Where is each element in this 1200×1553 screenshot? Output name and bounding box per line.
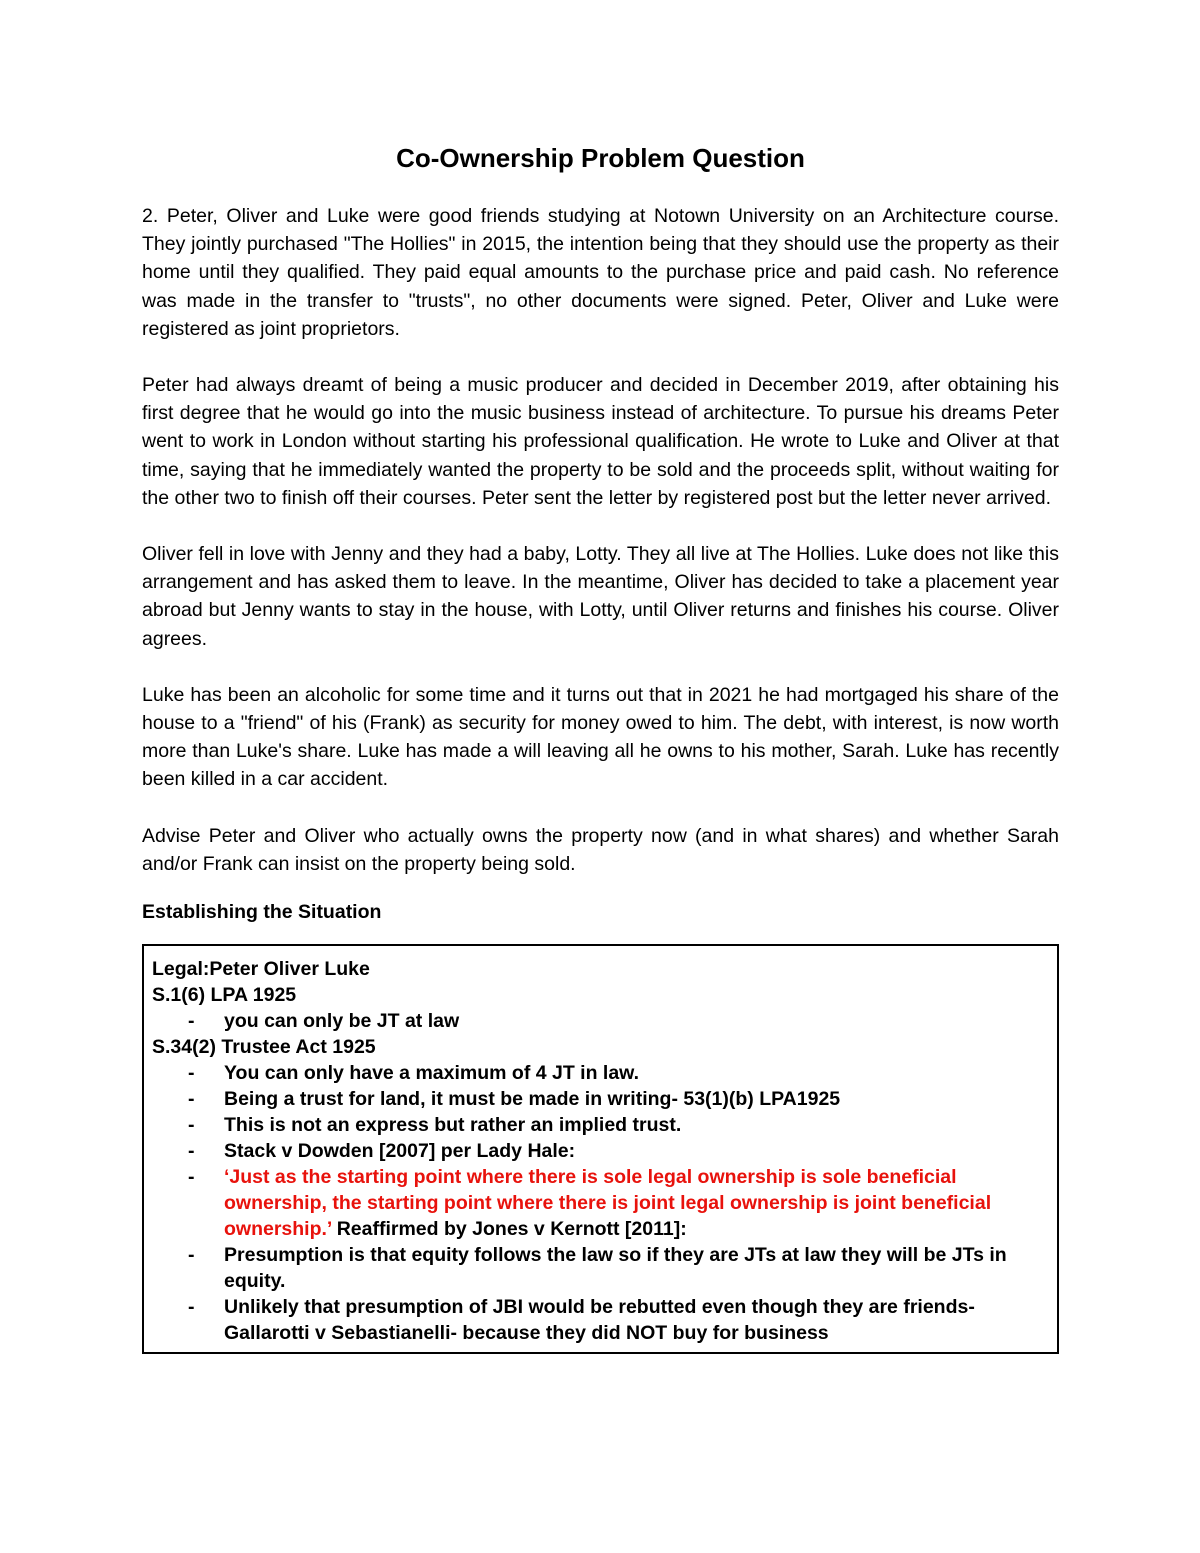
point-text: Unlikely that presumption of JBI would be rebutted even though they are friends- Gallarotti v Sebastianelli- because they did NOT buy for business xyxy=(224,1296,975,1345)
point-text: Presumption is that equity follows the law so if they are JTs at law they will be JTs in equity. xyxy=(224,1244,1007,1293)
dash-marker: - xyxy=(188,1140,195,1163)
dash-marker: - xyxy=(188,1088,195,1111)
paragraph-oliver: Oliver fell in love with Jenny and they had a baby, Lotty. They all live at The Hollies. Luke does not like this arrangement and has asked them to leave. In the meantime, Oliver has decided to take a placement year abroad but Jenny wants to stay in the house, with Lotty, until Oliver returns and finishes his course. Oliver agrees. xyxy=(142,543,1059,650)
trustee-act-points xyxy=(152,1060,1045,1346)
statute-trustee-act: S.34(2) Trustee Act 1925 xyxy=(152,1036,376,1059)
list-item xyxy=(152,1008,1045,1034)
document-title: Co-Ownership Problem Question xyxy=(396,143,805,173)
list-item xyxy=(152,1086,1045,1112)
point-text: Stack v Dowden [2007] per Lady Hale: xyxy=(224,1140,576,1163)
list-item xyxy=(152,1164,1045,1242)
dash-marker: - xyxy=(188,1296,195,1319)
point-text: This is not an express but rather an implied trust. xyxy=(224,1114,682,1137)
quote-text: ‘Just as the starting point where there is sole legal ownership is sole beneficial ownership, the starting point where there is joint legal ownership is joint beneficial ownership.’ xyxy=(224,1166,992,1241)
point-text: You can only have a maximum of 4 JT in law. xyxy=(224,1062,640,1085)
lpa-points xyxy=(152,1008,1045,1034)
dash-marker: - xyxy=(188,1010,195,1033)
list-item xyxy=(152,1242,1045,1294)
paragraph-facts: 2. Peter, Oliver and Luke were good friends studying at Notown University on an Architecture course. They jointly purchased "The Hollies" in 2015, the intention being that they should use the property as their home until they qualified. They paid equal amounts to the purchase price and paid cash. No reference was made in the transfer to "trusts", no other documents were signed. Peter, Oliver and Luke were registered as joint proprietors. xyxy=(142,205,1059,340)
dash-marker: - xyxy=(188,1114,195,1137)
statute-lpa: S.1(6) LPA 1925 xyxy=(152,984,297,1007)
list-item xyxy=(152,1294,1045,1346)
dash-marker: - xyxy=(188,1166,195,1189)
legal-owners-line: Legal:Peter Oliver Luke xyxy=(152,958,370,981)
point-text: Reaffirmed by Jones v Kernott [2011]: xyxy=(331,1218,687,1241)
dash-marker: - xyxy=(188,1244,195,1267)
point-text: Being a trust for land, it must be made in writing- 53(1)(b) LPA1925 xyxy=(224,1088,841,1111)
paragraph-advise: Advise Peter and Oliver who actually owns the property now (and in what shares) and whether Sarah and/or Frank can insist on the property being sold. xyxy=(142,824,1059,875)
analysis-box xyxy=(142,944,1059,1354)
point-text: you can only be JT at law xyxy=(224,1010,460,1033)
section-heading: Establishing the Situation xyxy=(142,901,382,924)
paragraph-luke: Luke has been an alcoholic for some time and it turns out that in 2021 he had mortgaged his share of the house to a "friend" of his (Frank) as security for money owed to him. The debt, with interest, is now worth more than Luke's share. Luke has made a will leaving all he owns to his mother, Sarah. Luke has recently been killed in a car accident. xyxy=(142,683,1059,791)
document-page xyxy=(142,140,1059,1354)
list-item xyxy=(152,1112,1045,1138)
list-item xyxy=(152,1138,1045,1164)
list-item xyxy=(152,1060,1045,1086)
dash-marker: - xyxy=(188,1062,195,1085)
paragraph-peter: Peter had always dreamt of being a music producer and decided in December 2019, after obtaining his first degree that he would go into the music business instead of architecture. To pursue his dreams Peter went to work in London without starting his professional qualification. He wrote to Luke and Oliver at that time, saying that he immediately wanted the property to be sold and the proceeds split, without waiting for the other two to finish off their courses. Peter sent the letter by registered post but the letter never arrived. xyxy=(142,374,1059,509)
